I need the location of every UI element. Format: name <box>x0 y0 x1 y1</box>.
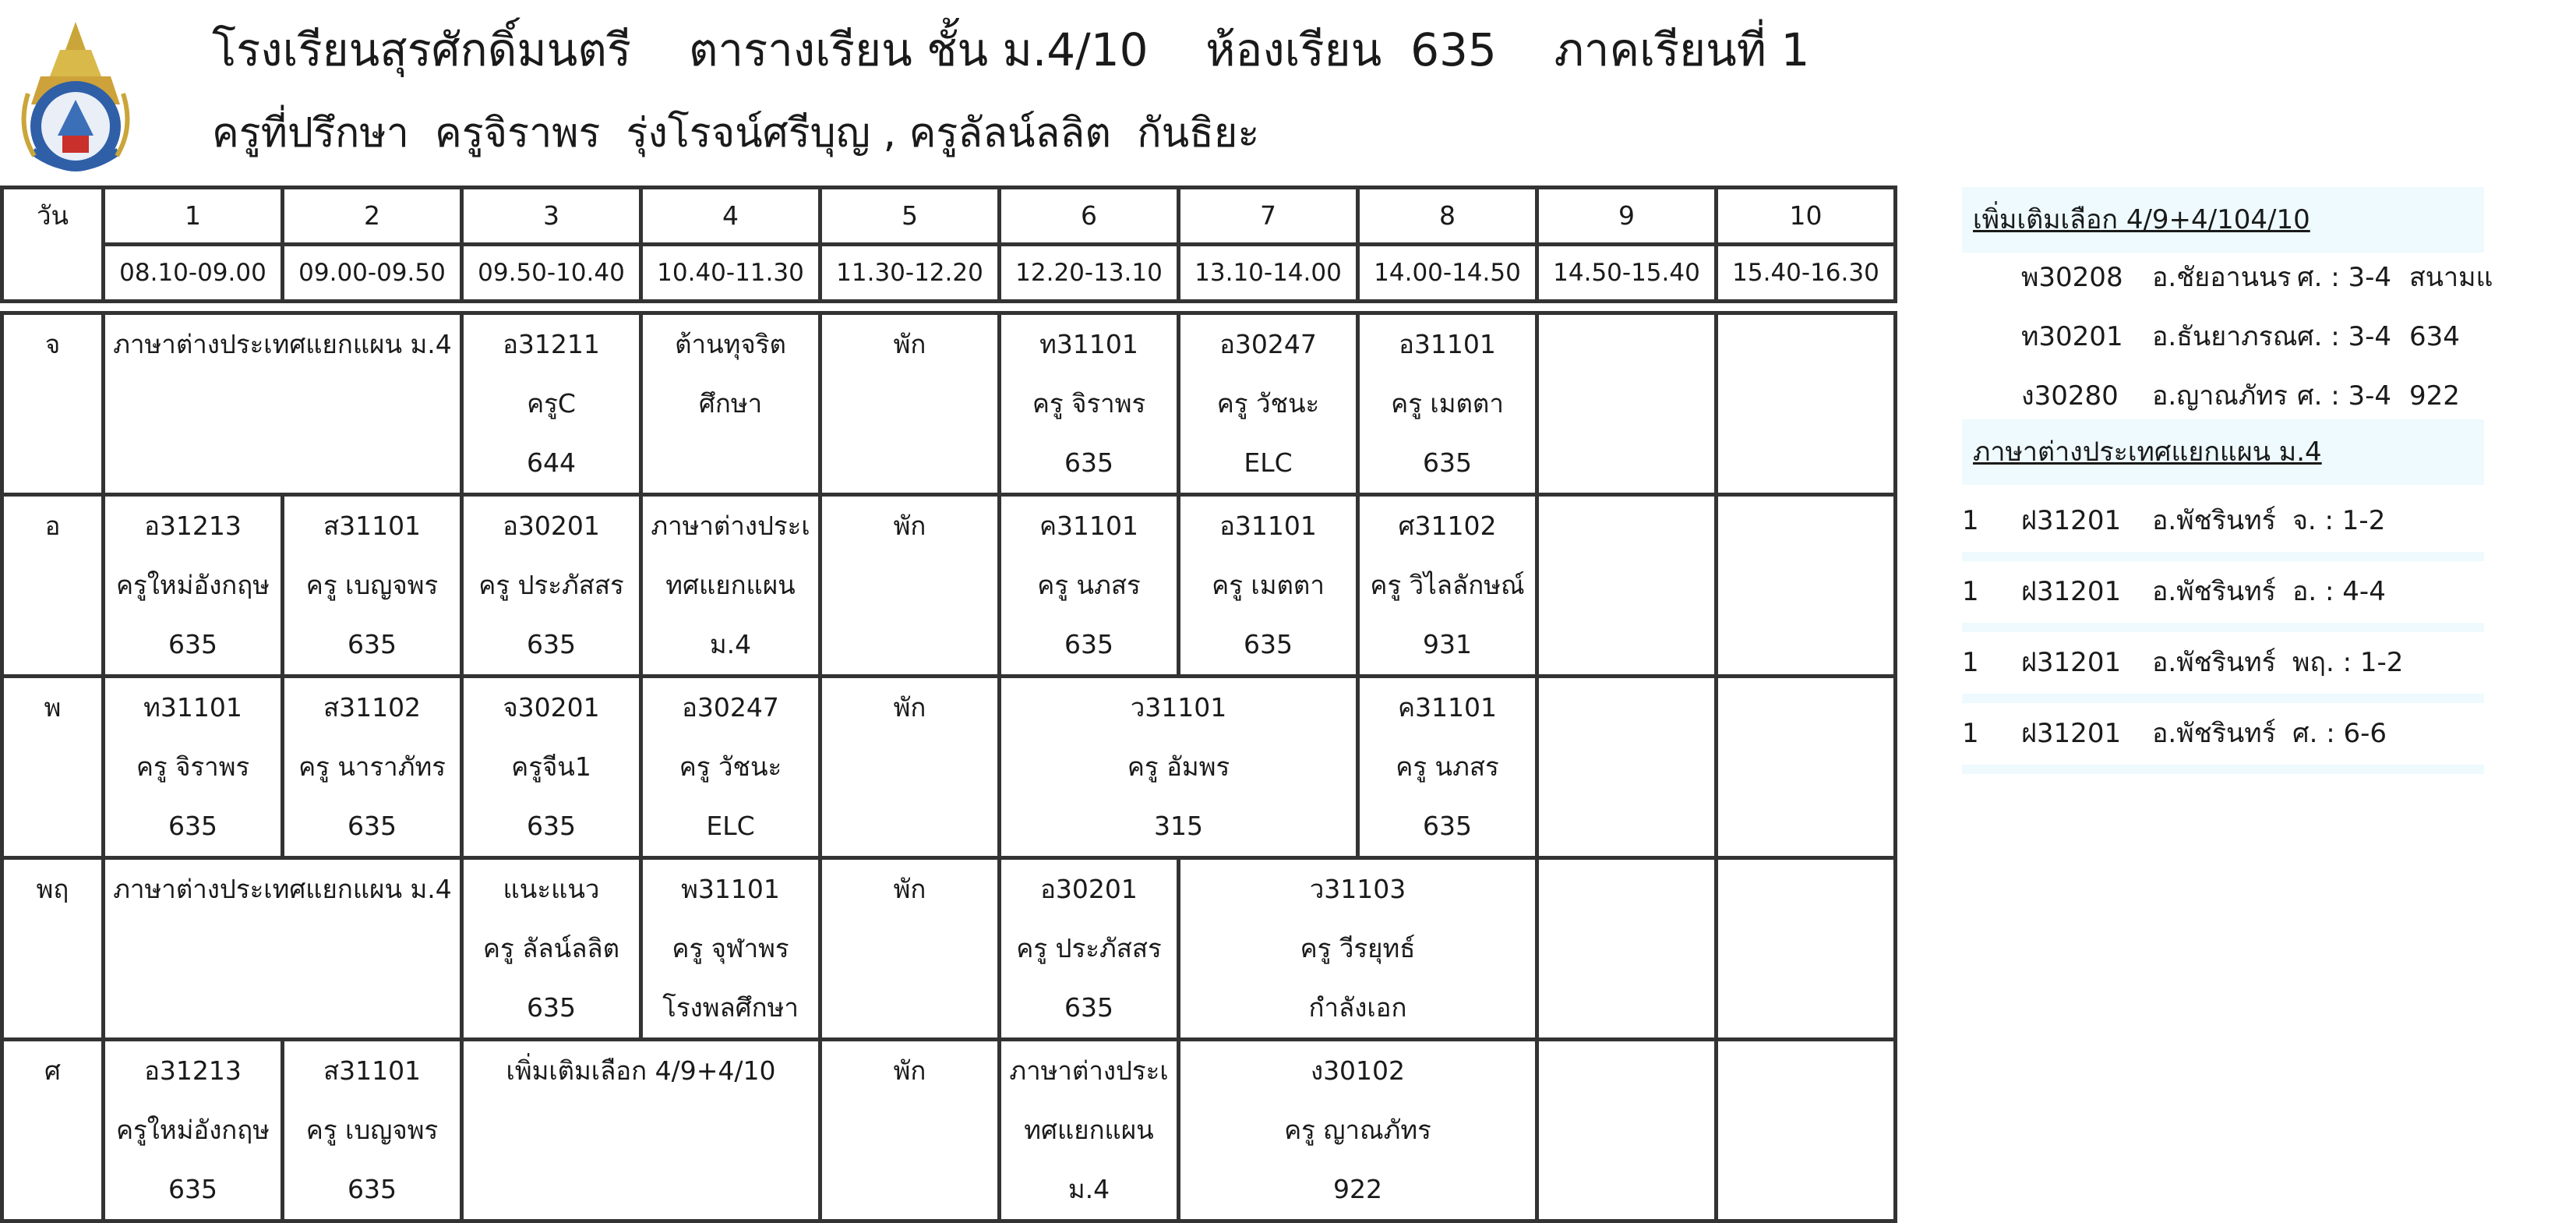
page-title: โรงเรียนสุรศักดิ์มนตรี ตารางเรียน ชั้น ม.4/10 ห้องเรียน 635 ภาคเรียนที่ 1 <box>212 23 1810 76</box>
class-cell-line: 635 <box>168 1174 217 1204</box>
class-cell <box>1000 858 1179 1040</box>
time-slot: พฤ. : 1-2 <box>2292 647 2404 678</box>
room: 634 <box>2409 321 2460 352</box>
period-time: 13.10-14.00 <box>1179 245 1358 302</box>
day-label: จ <box>2 313 104 495</box>
teacher-name: อ.ญาณภัทร <box>2152 380 2288 412</box>
class-cell <box>641 677 820 858</box>
class-cell <box>1000 1040 1179 1221</box>
class-cell-line: 635 <box>1244 629 1293 659</box>
class-cell-line: จ30201 <box>503 692 600 723</box>
class-cell-line: 635 <box>168 629 217 659</box>
class-cell-line: ครู วัชนะ <box>1216 388 1320 419</box>
class-cell-line: ง30102 <box>1310 1055 1406 1086</box>
language-item <box>1962 701 2507 766</box>
time-slot: อ. : 4-4 <box>2292 576 2386 607</box>
class-cell-line: 922 <box>1333 1174 1382 1204</box>
class-cell-line: 635 <box>527 811 576 841</box>
class-cell-line: ศึกษา <box>698 388 763 419</box>
class-cell-line: กำลังเอก <box>1308 992 1407 1023</box>
class-cell <box>1537 495 1717 677</box>
class-cell-line: 635 <box>1064 629 1113 659</box>
class-cell-line: 644 <box>527 447 576 478</box>
class-cell <box>1358 677 1537 858</box>
class-cell-line: ม.4 <box>709 629 752 659</box>
class-cell-line: อ30201 <box>503 511 600 541</box>
course-code: ท30201 <box>2021 321 2123 352</box>
class-cell <box>820 1040 1000 1221</box>
class-cell-line: ครู ประภัสสร <box>1016 933 1162 963</box>
class-cell-line: ท31101 <box>1039 329 1138 359</box>
class-cell-line: ภาษาต่างประเ <box>1009 1055 1169 1086</box>
class-cell-line: ม.4 <box>1067 1174 1110 1204</box>
class-cell-line: ส31101 <box>323 1055 422 1086</box>
class-cell-line: ครู จุฬาพร <box>672 933 789 963</box>
teacher-name: อ.ธันยาภรณ <box>2152 321 2298 352</box>
day-row <box>2 313 1896 495</box>
class-cell-line: ศ31102 <box>1398 511 1497 541</box>
class-cell-line: 635 <box>348 629 397 659</box>
class-cell-line: 635 <box>348 1174 397 1204</box>
class-cell-line: ครู เบญจพร <box>305 570 439 600</box>
advisor-line: ครูที่ปรึกษา ครูจิราพร รุ่งโรจน์ศรีบุญ , ครูลัลน์ลลิต กันธิยะ <box>212 110 1260 157</box>
class-cell <box>641 313 820 495</box>
class-cell-line: พัก <box>893 329 926 359</box>
course-code: ฝ31201 <box>2021 647 2122 678</box>
class-cell-line: ภาษาต่างประเ <box>651 511 810 541</box>
class-cell <box>1537 858 1717 1040</box>
day-row <box>2 677 1896 858</box>
period-number: 1 <box>104 188 283 245</box>
period-number: 5 <box>820 188 1000 245</box>
class-cell <box>1179 495 1358 677</box>
period-time: 14.50-15.40 <box>1537 245 1717 302</box>
class-cell <box>1000 495 1179 677</box>
time-slot: จ. : 1-2 <box>2292 505 2386 536</box>
room: 922 <box>2409 380 2460 412</box>
class-cell-line: 635 <box>168 811 217 841</box>
language-item <box>1962 559 2507 624</box>
period-number: 9 <box>1537 188 1717 245</box>
class-cell <box>641 495 820 677</box>
class-cell-line: ครู วิไลลักษณ์ <box>1370 570 1525 600</box>
period-number: 6 <box>1000 188 1179 245</box>
row-highlight <box>1962 765 2484 774</box>
course-code: ฝ31201 <box>2021 718 2122 749</box>
class-cell <box>820 858 1000 1040</box>
day-row <box>2 495 1896 677</box>
class-cell-line: ทศแยกแผน <box>1024 1115 1154 1145</box>
class-cell-line: 635 <box>348 811 397 841</box>
time-slot: ศ. : 6-6 <box>2292 718 2387 749</box>
class-cell-line: ELC <box>706 811 755 841</box>
period-time: 15.40-16.30 <box>1717 245 1896 302</box>
class-cell-line: ครู นภสร <box>1396 751 1499 782</box>
class-cell <box>1537 677 1717 858</box>
class-cell-line: ครู เมตตา <box>1391 388 1504 419</box>
class-cell <box>462 313 641 495</box>
class-cell-line: 635 <box>527 629 576 659</box>
day-column-header: วัน <box>2 188 104 302</box>
class-cell-line: ค31101 <box>1039 511 1139 541</box>
class-cell-line: อ30201 <box>1040 874 1138 904</box>
class-cell-line: พ31101 <box>681 874 780 904</box>
class-cell-line: ว31101 <box>1130 692 1227 723</box>
class-cell <box>1717 1040 1896 1221</box>
teacher-name: อ.พัชรินทร์ <box>2152 576 2276 607</box>
class-cell <box>1717 313 1896 495</box>
class-cell <box>820 677 1000 858</box>
class-cell <box>820 313 1000 495</box>
day-label: พ <box>2 677 104 858</box>
class-cell-line: อ30247 <box>682 692 779 723</box>
class-cell-line: ครู ประภัสสร <box>478 570 624 600</box>
class-cell-line: ค31101 <box>1397 692 1498 723</box>
class-cell-line: 315 <box>1154 811 1203 841</box>
class-cell-line: ครู ญาณภัทร <box>1284 1115 1431 1145</box>
class-cell <box>104 858 462 1040</box>
day-label: พฤ <box>2 858 104 1040</box>
period-number: 4 <box>641 188 820 245</box>
period-number: 2 <box>283 188 462 245</box>
header-separator <box>2 302 1896 313</box>
class-cell <box>283 495 462 677</box>
class-cell <box>104 677 283 858</box>
class-cell <box>1358 313 1537 495</box>
item-number: 1 <box>1962 576 1979 607</box>
period-time: 09.50-10.40 <box>462 245 641 302</box>
class-cell <box>1717 677 1896 858</box>
class-cell-line: ครู ลัลน์ลลิต <box>482 933 620 963</box>
period-time-row <box>2 245 1896 302</box>
class-cell-line: ครูC <box>527 388 576 419</box>
class-cell-line: อ31213 <box>144 1055 242 1086</box>
day-label: ศ <box>2 1040 104 1221</box>
class-cell <box>1000 313 1179 495</box>
period-time: 09.00-09.50 <box>283 245 462 302</box>
period-time: 08.10-09.00 <box>104 245 283 302</box>
class-cell-line: ครู เมตตา <box>1212 570 1325 600</box>
elective-group-title: เพิ่มเติมเลือก 4/9+4/104/10 <box>1962 187 2484 253</box>
class-cell-line: ว31103 <box>1309 874 1406 904</box>
class-cell-line: ครูจีน1 <box>511 751 591 782</box>
class-cell-line: 635 <box>1423 447 1472 478</box>
room: สนามแ <box>2409 262 2493 293</box>
class-cell-line: ครู วัชนะ <box>679 751 782 782</box>
class-cell-line: อ31213 <box>144 511 242 541</box>
teacher-name: อ.พัชรินทร์ <box>2152 505 2276 536</box>
period-time: 12.20-13.10 <box>1000 245 1179 302</box>
course-code: ฝ31201 <box>2021 576 2122 607</box>
class-cell-line: ส31102 <box>323 692 422 723</box>
class-cell-line: ครู เบญจพร <box>305 1115 439 1145</box>
class-cell <box>104 313 462 495</box>
period-time: 14.00-14.50 <box>1358 245 1537 302</box>
teacher-name: อ.พัชรินทร์ <box>2152 718 2276 749</box>
class-cell <box>283 1040 462 1221</box>
class-cell-line: อ31101 <box>1399 329 1496 359</box>
period-number: 3 <box>462 188 641 245</box>
class-cell-line: ทศแยกแผน <box>665 570 796 600</box>
class-cell <box>462 858 641 1040</box>
class-cell-line: โรงพลศึกษา <box>662 992 799 1023</box>
time-slot: ศ. : 3-4 <box>2297 262 2391 293</box>
class-cell-line: ต้านทุจริต <box>675 329 786 359</box>
class-cell-line: พัก <box>893 511 926 541</box>
class-cell-line: อ31211 <box>503 329 600 359</box>
class-cell <box>1717 495 1896 677</box>
class-cell <box>104 1040 283 1221</box>
period-time: 11.30-12.20 <box>820 245 1000 302</box>
class-cell <box>820 495 1000 677</box>
period-number: 10 <box>1717 188 1896 245</box>
period-time: 10.40-11.30 <box>641 245 820 302</box>
class-cell <box>1537 1040 1717 1221</box>
class-cell-line: ครู นภสร <box>1037 570 1141 600</box>
class-cell-line: ภาษาต่างประเทศแยกแผน ม.4 <box>113 874 452 904</box>
class-cell-line: ครู วีรยุทธ์ <box>1300 933 1416 963</box>
class-cell <box>462 1040 820 1221</box>
class-cell <box>283 677 462 858</box>
class-cell <box>1179 858 1537 1040</box>
class-cell <box>1717 858 1896 1040</box>
class-cell <box>462 677 641 858</box>
class-cell-line: พัก <box>893 1055 926 1086</box>
item-number: 1 <box>1962 718 1979 749</box>
course-code: พ30208 <box>2021 262 2123 293</box>
elective-item <box>1962 304 2570 369</box>
class-cell-line: พัก <box>893 692 926 723</box>
course-code: ง30280 <box>2021 380 2119 412</box>
timetable <box>0 186 1897 1223</box>
class-cell-line: ครูใหม่อังกฤษ <box>115 1115 270 1145</box>
class-cell-line: แนะแนว <box>503 874 600 904</box>
time-slot: ศ. : 3-4 <box>2297 321 2391 352</box>
school-emblem-logo <box>17 19 134 175</box>
class-cell-line: อ30247 <box>1219 329 1317 359</box>
teacher-name: อ.ชัยอานนร <box>2152 262 2292 293</box>
period-number: 8 <box>1358 188 1537 245</box>
day-row <box>2 1040 1896 1221</box>
class-cell-line: ครู จิราพร <box>1032 388 1146 419</box>
class-cell-line: ครูใหม่อังกฤษ <box>115 570 270 600</box>
class-cell-line: ภาษาต่างประเทศแยกแผน ม.4 <box>113 329 452 359</box>
class-cell-line: 635 <box>1064 992 1113 1023</box>
class-cell-line: 635 <box>1064 447 1113 478</box>
period-number: 7 <box>1179 188 1358 245</box>
language-group-title: ภาษาต่างประเทศแยกแผน ม.4 <box>1962 419 2484 485</box>
class-cell <box>1000 677 1358 858</box>
class-cell <box>641 858 820 1040</box>
item-number: 1 <box>1962 505 1979 536</box>
class-cell-line: 931 <box>1423 629 1472 659</box>
class-cell-line: ครู อัมพร <box>1127 751 1230 782</box>
teacher-name: อ.พัชรินทร์ <box>2152 647 2276 678</box>
language-item <box>1962 630 2507 695</box>
time-slot: ศ. : 3-4 <box>2297 380 2391 412</box>
class-cell-line: 635 <box>1423 811 1472 841</box>
class-cell-line: ท31101 <box>143 692 242 723</box>
period-number-row <box>2 188 1896 245</box>
class-cell-line: ครู นาราภัทร <box>298 751 446 782</box>
day-row <box>2 858 1896 1040</box>
class-cell-line: อ31101 <box>1219 511 1317 541</box>
elective-item <box>1962 245 2570 310</box>
class-cell <box>1537 313 1717 495</box>
class-cell <box>104 495 283 677</box>
class-cell <box>462 495 641 677</box>
language-item <box>1962 488 2507 553</box>
course-code: ฝ31201 <box>2021 505 2122 536</box>
class-cell-line: พัก <box>893 874 926 904</box>
class-cell-line: ส31101 <box>323 511 422 541</box>
class-cell-line: ELC <box>1244 447 1293 478</box>
item-number: 1 <box>1962 647 1979 678</box>
class-cell <box>1179 1040 1537 1221</box>
day-label: อ <box>2 495 104 677</box>
class-cell <box>1179 313 1358 495</box>
class-cell-line: 635 <box>527 992 576 1023</box>
class-cell-line: เพิ่มเติมเลือก 4/9+4/10 <box>506 1055 776 1086</box>
class-cell <box>1358 495 1537 677</box>
class-cell-line: ครู จิราพร <box>136 751 250 782</box>
